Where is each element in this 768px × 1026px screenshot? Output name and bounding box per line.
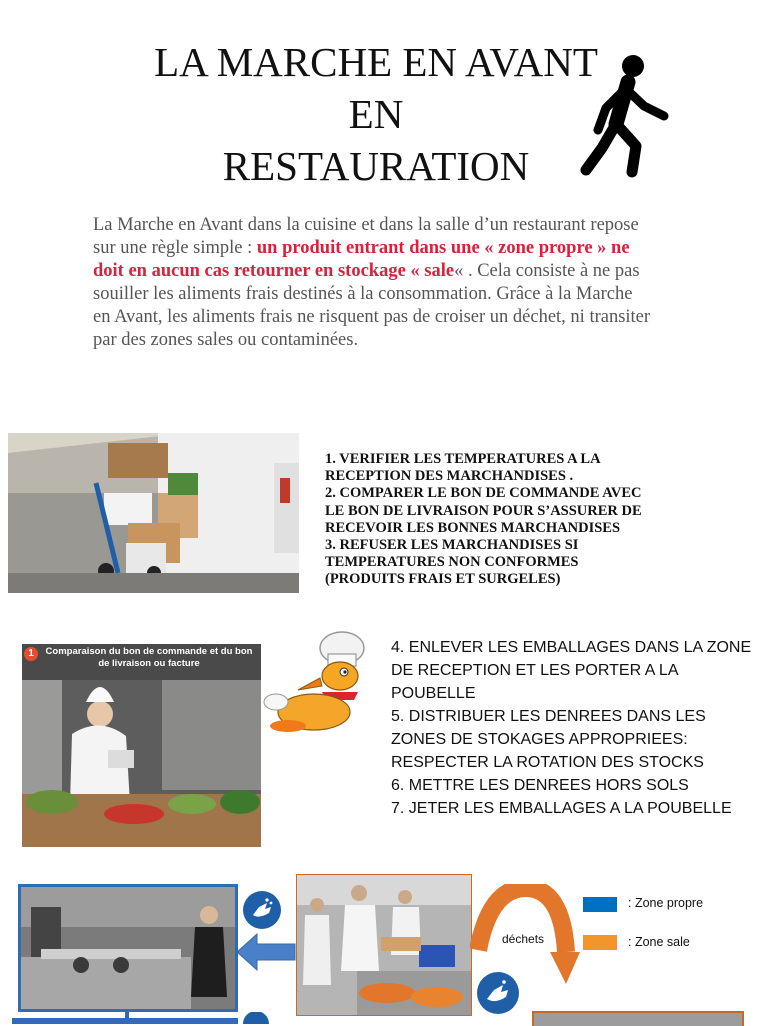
- chef-cartoon-icon: [262, 626, 374, 734]
- hand-wash-icon: [241, 889, 283, 931]
- title-line-3: RESTAURATION: [222, 143, 530, 189]
- title-line-1: LA MARCHE EN AVANT: [154, 39, 598, 85]
- legend-dirty-swatch: [583, 935, 617, 950]
- intro-paragraph: [93, 214, 653, 352]
- step-3: 3. REFUSER LES MARCHANDISES SI TEMPERATURES NON CONFORMES (PRODUITS FRAIS ET SURGELES): [325, 537, 579, 588]
- storage-steps: [391, 636, 763, 820]
- legend-clean-label: : Zone propre: [628, 896, 704, 910]
- walking-person-icon: [578, 52, 674, 178]
- step-7: 7. JETER LES EMBALLAGES A LA POUBELLE: [391, 800, 732, 817]
- intro-highlight: un produit entrant dans une « zone propre » ne doit en aucun cas retourner en stockage « sale: [93, 238, 630, 281]
- step-4: 4. ENLEVER LES EMBALLAGES DANS LA ZONE DE RECEPTION ET LES PORTER A LA POUBELLE: [391, 639, 752, 702]
- reception-steps: [325, 451, 655, 589]
- intro-text-start: La Marche en Avant dans la cuisine et dans la salle d’un restaurant repose sur une règle simple :: [93, 215, 639, 258]
- caption-badge: 1: [24, 647, 38, 661]
- step-1: 1. VERIFIER LES TEMPERATURES A LA RECEPTION DES MARCHANDISES .: [325, 451, 600, 485]
- prep-kitchen-photo: [296, 874, 472, 1016]
- next-photo-frame: [12, 1018, 238, 1024]
- step-5: 5. DISTRIBUER LES DENREES DANS LES ZONES DE STOKAGES APPROPRIEES: RESPECTER LA ROTATION DES STOCKS: [391, 708, 706, 771]
- delivery-photo: [8, 433, 299, 593]
- intro-text-end: « . Cela consiste à ne pas souiller les aliments frais destinés à la consommation. Grâce à la Marche en Avant, les aliments frais ne risquent pas de croiser un déchet, ni transiter par des zones sales ou contaminées.: [93, 261, 651, 350]
- legend-clean-swatch: [583, 897, 617, 912]
- title-line-2: EN: [348, 91, 404, 137]
- order-check-photo: [22, 644, 261, 847]
- step-6: 6. METTRE LES DENREES HORS SOLS: [391, 777, 689, 794]
- legend-dirty-label: : Zone sale: [628, 935, 690, 949]
- photo-caption: Comparaison du bon de commande et du bon de livraison ou facture: [45, 646, 253, 669]
- clean-kitchen-photo: [18, 884, 238, 1012]
- waste-label: déchets: [502, 932, 545, 946]
- hand-wash-icon-lower: [241, 1012, 271, 1024]
- flow-arrow-left-icon: [237, 932, 297, 972]
- step-2: 2. COMPARER LE BON DE COMMANDE AVEC LE BON DE LIVRAISON POUR S’ASSURER DE RECEVOIR LES BONNES MARCHANDISES: [325, 485, 642, 536]
